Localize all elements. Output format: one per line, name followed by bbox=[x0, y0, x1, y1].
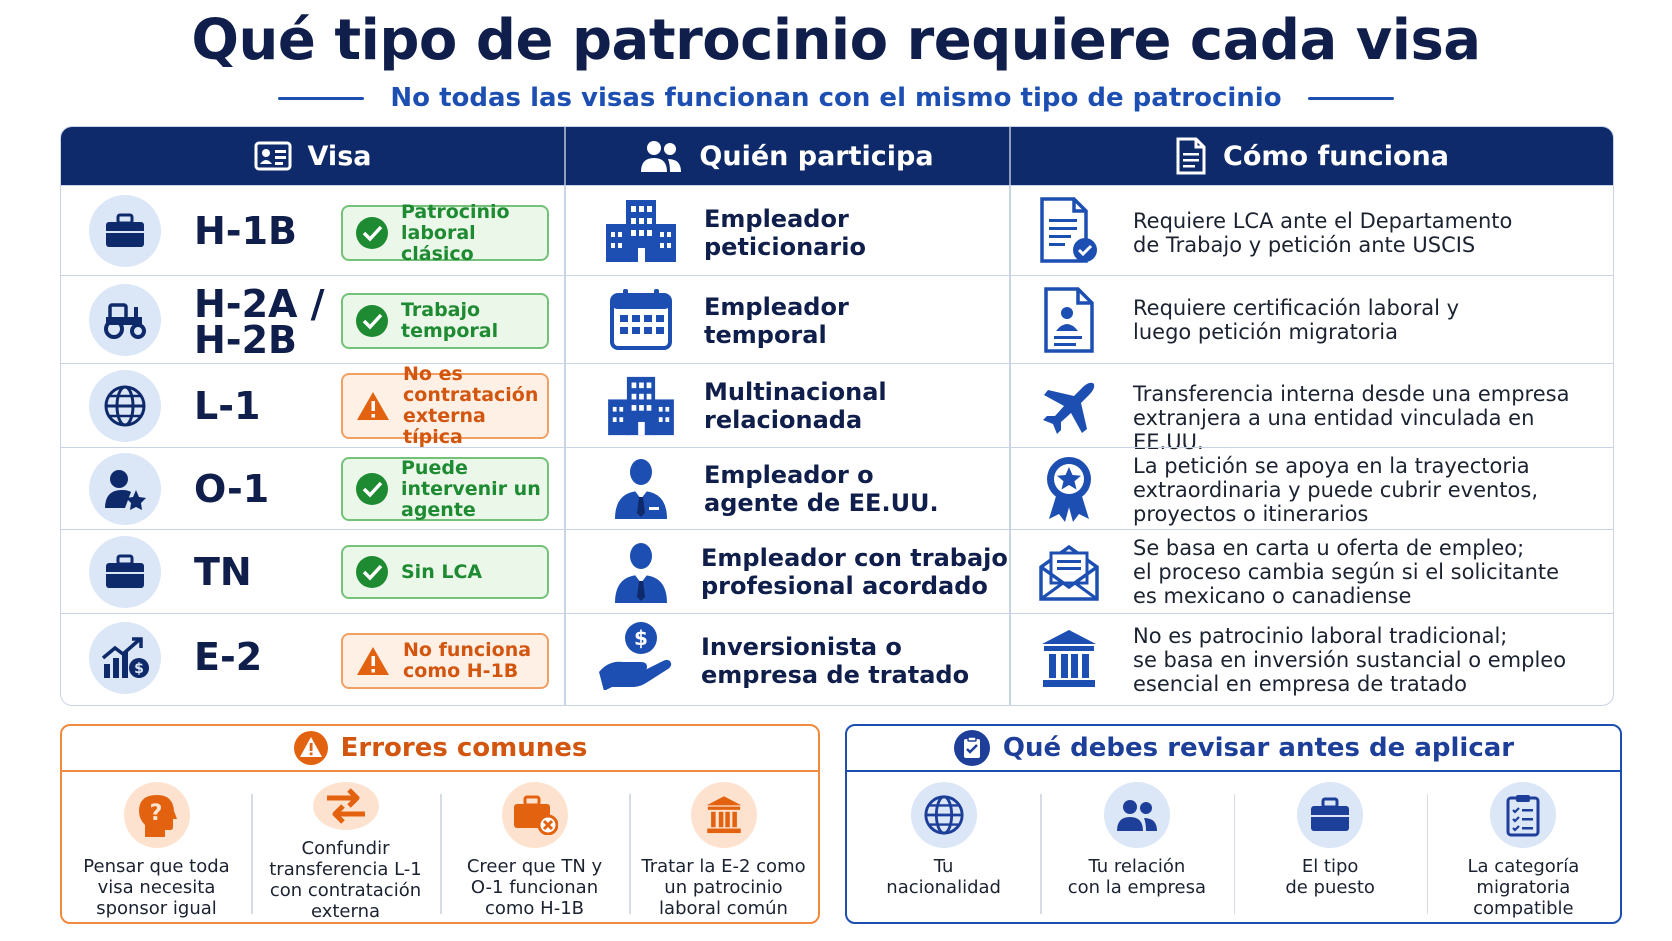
checklist-item bbox=[1427, 774, 1620, 922]
investment-chart-icon bbox=[89, 622, 161, 694]
award-ribbon-icon bbox=[1037, 454, 1101, 524]
header-visa-label: Visa bbox=[307, 140, 372, 172]
header-how bbox=[1009, 127, 1614, 185]
check-circle-icon bbox=[355, 555, 389, 589]
table-row-h1b bbox=[61, 185, 1613, 275]
error-text: Creer que TN y O-1 funcionan como H-1B bbox=[466, 856, 603, 919]
status-badge: Trabajo temporal bbox=[341, 293, 549, 349]
visa-name: E-2 bbox=[194, 635, 263, 679]
clipboard-check-icon bbox=[953, 729, 991, 767]
error-text: Pensar que toda visa necesita sponsor igual bbox=[83, 856, 230, 919]
visa-name: H-1B bbox=[194, 209, 297, 253]
document-check-icon bbox=[1037, 196, 1101, 266]
head-question-icon bbox=[124, 782, 190, 848]
id-card-icon bbox=[254, 141, 292, 171]
subtitle-rule-right bbox=[1308, 97, 1394, 100]
warning-icon bbox=[355, 645, 391, 677]
how-text: Transferencia interna desde una empresa extranjera a una entidad vinculada en EE.UU. bbox=[1133, 382, 1570, 454]
globe-icon bbox=[911, 782, 977, 848]
envelope-letter-icon bbox=[1037, 538, 1101, 608]
visa-name: TN bbox=[194, 550, 252, 594]
tractor-icon bbox=[89, 284, 161, 356]
svg-text:$: $ bbox=[634, 626, 648, 650]
how-text: No es patrocinio laboral tradicional; se basa en inversión sustancial o empleo esencial en empresa de tratado bbox=[1133, 624, 1567, 696]
visa-name: L-1 bbox=[194, 384, 261, 428]
table-row-tn bbox=[61, 529, 1613, 613]
businessman-icon bbox=[602, 454, 680, 524]
people-icon bbox=[639, 138, 683, 174]
check-circle-icon bbox=[355, 304, 389, 338]
common-errors-title: Errores comunes bbox=[340, 733, 588, 763]
subtitle-rule-left bbox=[278, 97, 364, 100]
globe-icon bbox=[89, 370, 161, 442]
checklist-text: Tu relación con la empresa bbox=[1067, 856, 1207, 898]
error-item bbox=[62, 774, 251, 922]
visa-table bbox=[60, 126, 1614, 706]
checklist-item bbox=[847, 774, 1040, 922]
page-subtitle: No todas las visas funcionan con el mismo tipo de patrocinio bbox=[390, 83, 1282, 113]
check-circle-icon bbox=[355, 216, 389, 250]
bank-building-icon bbox=[691, 782, 757, 848]
checklist-item bbox=[1234, 774, 1427, 922]
airplane-icon bbox=[1037, 372, 1101, 442]
office-building-icon bbox=[602, 371, 680, 441]
how-text: Se basa en carta u oferta de empleo; el proceso cambia según si el solicitante es mexicano o canadiense bbox=[1133, 536, 1560, 608]
page-title: Qué tipo de patrocinio requiere cada visa bbox=[191, 8, 1481, 73]
status-badge: No funciona como H-1B bbox=[341, 633, 549, 689]
common-errors-panel bbox=[60, 724, 820, 924]
error-item bbox=[440, 774, 629, 922]
businessman-icon bbox=[602, 538, 680, 608]
briefcase-x-icon bbox=[502, 782, 568, 848]
who-text: Inversionista o empresa de tratado bbox=[701, 633, 970, 689]
table-row-l1 bbox=[61, 363, 1613, 454]
who-text: Empleador temporal bbox=[704, 293, 849, 349]
common-errors-header bbox=[62, 726, 818, 772]
who-text: Multinacional relacionada bbox=[704, 378, 887, 434]
document-person-icon bbox=[1037, 285, 1101, 355]
calendar-icon bbox=[602, 284, 680, 354]
bank-building-icon bbox=[1037, 624, 1101, 694]
person-star-icon bbox=[89, 453, 161, 525]
visa-name: H-2A / H-2B bbox=[194, 282, 325, 362]
how-text: Requiere certificación laboral y luego petición migratoria bbox=[1133, 296, 1460, 344]
visa-name: O-1 bbox=[194, 467, 270, 511]
clipboard-list-icon bbox=[1490, 782, 1556, 848]
status-badge: Puede intervenir un agente bbox=[341, 457, 549, 521]
who-text: Empleador peticionario bbox=[704, 205, 866, 261]
checklist-text: Tu nacionalidad bbox=[886, 856, 1001, 898]
checklist-title: Qué debes revisar antes de aplicar bbox=[1002, 733, 1515, 763]
error-item bbox=[629, 774, 818, 922]
subtitle-row bbox=[0, 78, 1672, 118]
briefcase-icon bbox=[1297, 782, 1363, 848]
header-who-label: Quién participa bbox=[699, 140, 934, 172]
document-icon bbox=[1175, 137, 1207, 175]
office-building-icon bbox=[602, 196, 680, 266]
hand-dollar-icon bbox=[594, 620, 680, 690]
table-row-o1 bbox=[61, 447, 1613, 529]
error-text: Confundir transferencia L-1 con contratación externa bbox=[269, 838, 422, 922]
briefcase-icon bbox=[89, 536, 161, 608]
status-badge: No es contratación externa típica bbox=[341, 373, 549, 439]
checklist-item bbox=[1040, 774, 1233, 922]
checklist-text: La categoría migratoria compatible bbox=[1467, 856, 1580, 919]
check-circle-icon bbox=[355, 472, 389, 506]
warning-icon bbox=[293, 730, 329, 766]
error-item bbox=[251, 774, 440, 922]
checklist-text: El tipo de puesto bbox=[1285, 856, 1375, 898]
header-how-label: Cómo funciona bbox=[1223, 140, 1449, 172]
briefcase-icon bbox=[89, 195, 161, 267]
status-badge: Sin LCA bbox=[341, 545, 549, 599]
how-text: Requiere LCA ante el Departamento de Trabajo y petición ante USCIS bbox=[1133, 209, 1513, 257]
checklist-header bbox=[847, 726, 1620, 772]
people-icon bbox=[1104, 782, 1170, 848]
svg-text:?: ? bbox=[149, 801, 162, 826]
who-text: Empleador con trabajo profesional acordado bbox=[701, 544, 1008, 600]
header-who bbox=[564, 127, 1009, 185]
table-header bbox=[61, 127, 1613, 185]
swap-arrows-icon bbox=[313, 782, 379, 830]
error-text: Tratar la E-2 como un patrocinio laboral común bbox=[641, 856, 806, 919]
header-visa bbox=[61, 127, 564, 185]
warning-icon bbox=[355, 390, 391, 422]
svg-text:$: $ bbox=[134, 661, 144, 677]
how-text: La petición se apoya en la trayectoria extraordinaria y puede cubrir eventos, proyectos o itinerarios bbox=[1133, 454, 1539, 526]
status-badge: Patrocinio laboral clásico bbox=[341, 205, 549, 261]
table-row-h2 bbox=[61, 275, 1613, 363]
checklist-panel bbox=[845, 724, 1622, 924]
who-text: Empleador o agente de EE.UU. bbox=[704, 461, 939, 517]
table-row-e2 bbox=[61, 613, 1613, 706]
